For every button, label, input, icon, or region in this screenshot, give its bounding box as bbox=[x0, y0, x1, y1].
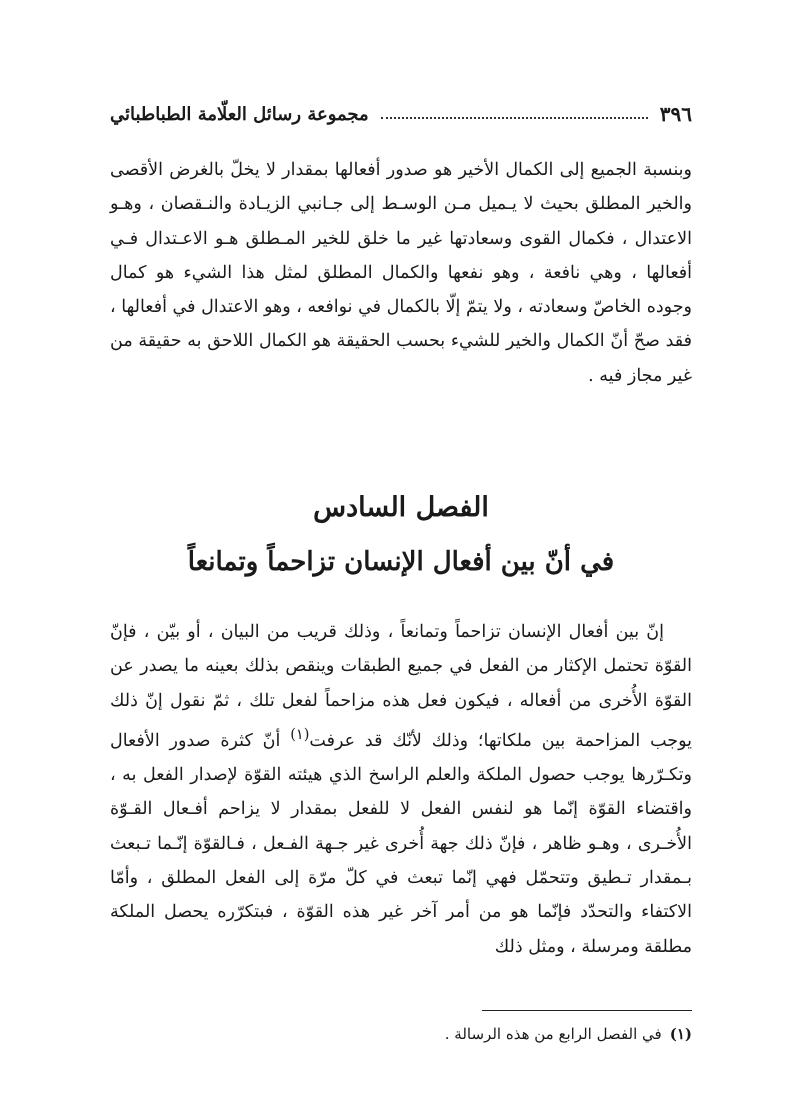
header-dot-leader bbox=[381, 117, 648, 119]
paragraph-2-part-2: أنّ كثرة صدور الأفعال وتكـرّرها يوجب حصول الملكة والعلم الراسخ الذي هيئته القوّة لإصدار الفعل به ، واقتضاء القوّة إنّما هو لنفس الفعل لا للفعل بمقدار لا يزاحم أفـعال القـوّة الأُخـرى ، وهـو ظاهر ، فإنّ ذلك جهة أُخرى غير جـهة الفـعل ، فـالقوّة إنّـما تـبعث بـمقدار تـطيق وتتحمّل فهي إنّما تبعث في كلّ مرّة إلى الفعل المطلق ، وأمّا الاكتفاء والتحدّد فإنّما هو من أمر آخر غير هذه القوّة ، فبتكرّره يحصل الملكة مطلقة ومرسلة ، ومثل ذلك bbox=[110, 730, 692, 957]
page-number: ٣٩٦ bbox=[659, 102, 692, 126]
footnote-marker: (١) bbox=[669, 1025, 692, 1043]
running-header bbox=[110, 94, 692, 134]
footnote-divider bbox=[482, 1010, 692, 1011]
chapter-heading: الفصل السادس bbox=[313, 492, 489, 523]
footnote-text: في الفصل الرابع من هذه الرسالة . bbox=[444, 1025, 662, 1043]
paragraph-1: وبنسبة الجميع إلى الكمال الأخير هو صدور أفعالها بمقدار لا يخلّ بالغرض الأقصى والخير المطلق بحيث لا يـميل مـن الوسـط إلى جـانبي الزيـادة والنـقصان ، وهـو الاعتدال ، فكمال القوى وسعادتها غير ما خلق للخير المـطلق هـو الاعـتدال فـي أفعالها ، وهي نافعة ، وهو نفعها والكمال المطلق لمثل هذا الشيء هو كمال وجوده الخاصّ وسعادته ، ولا يتمّ إلّا بالكمال في نوافعه ، وهو الاعتدال في أفعالها ، فقد صحّ أنّ الكمال والخير للشيء بحسب الحقيقة هو الكمال اللاحق به حقيقة من غير مجاز فيه . bbox=[110, 160, 692, 386]
paragraph-2 bbox=[110, 615, 692, 964]
paragraph-2-part-1: إنّ بين أفعال الإنسان تزاحماً وتمانعاً ، وذلك قريب من البيان ، أو بيّن ، فإنّ القوّة تحتمل الإكثار من الفعل في جميع الطبقات وينقص بذلك بعينه ما يصدر عن القوّة الأُخرى من أفعاله ، فيكون فعل هذه مزاحماً لفعل تلك ، ثمّ نقول إنّ ذلك يوجب المزاحمة بين ملكاتها؛ وذلك لأنّك قد عرفت bbox=[110, 622, 693, 751]
footnote-reference[interactable]: (١) bbox=[290, 725, 310, 743]
chapter-title: في أنّ بين أفعال الإنسان تزاحماً وتمانعاً bbox=[187, 547, 615, 577]
header-title: مجموعة رسائل العلّامة الطباطبائي bbox=[110, 103, 369, 125]
footnote bbox=[110, 1022, 692, 1046]
